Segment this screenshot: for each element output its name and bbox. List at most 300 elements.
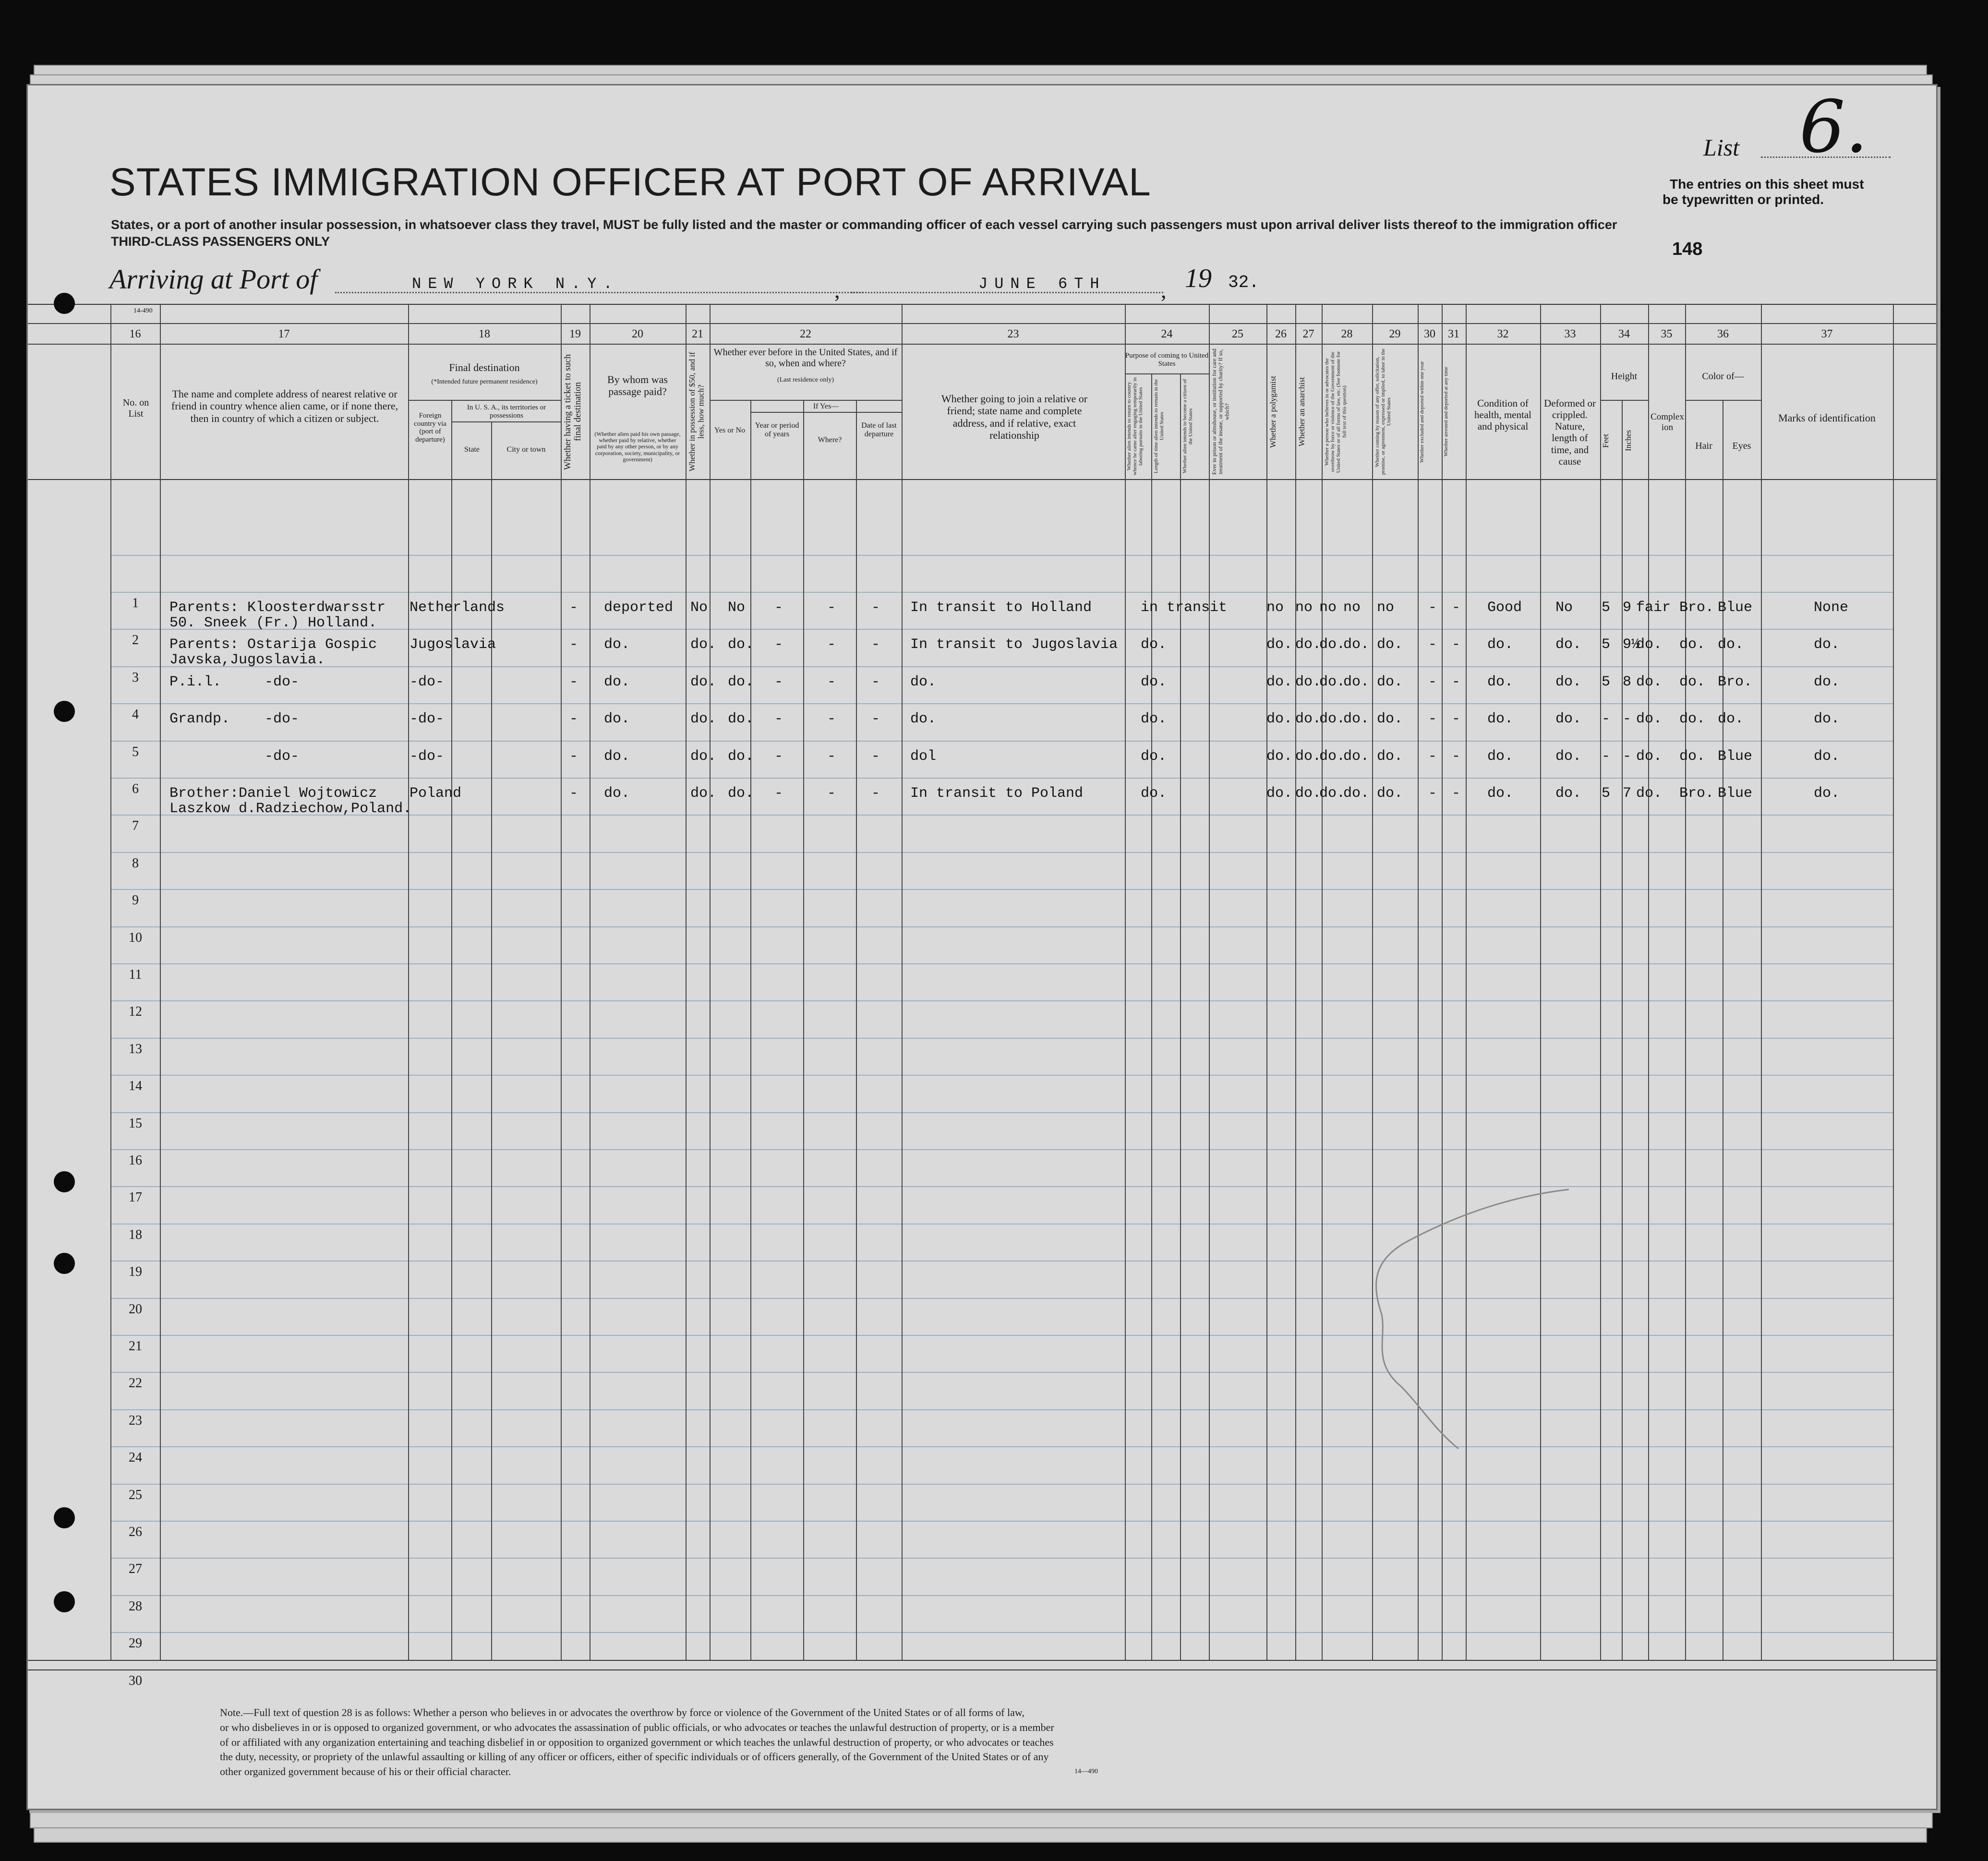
cell-health: do.	[1487, 711, 1514, 728]
col-line	[408, 304, 409, 1660]
cell-ticket: -	[569, 636, 578, 653]
row-number: 23	[129, 1413, 142, 1428]
colnum-18: 18	[479, 328, 490, 340]
cell-deformed: do.	[1555, 636, 1582, 653]
row-rule	[110, 1224, 1893, 1225]
header-final-destination-sub: (*Intended future permanent residence)	[431, 378, 538, 385]
header-anarchist: Whether an anarchist	[1297, 377, 1306, 447]
cell-anarch: do.	[1319, 636, 1346, 653]
cell-ticket: -	[569, 673, 578, 690]
row-rule	[110, 1372, 1893, 1373]
cell-foreign: Poland	[410, 785, 462, 802]
header-arrested: Whether arrested and deported at any time	[1443, 367, 1449, 457]
cell-polyg: do.	[1295, 673, 1322, 690]
cell-fifty: do.	[690, 711, 717, 728]
row-number: 24	[129, 1450, 142, 1465]
cell-complexion: fair	[1636, 600, 1671, 616]
cell-foreign: Jugoslavia	[410, 636, 496, 653]
cell-purpose: do.	[1141, 673, 1167, 690]
row-number: 19	[129, 1264, 142, 1280]
row-number: 1	[132, 596, 139, 611]
header-ever-before: Whether ever before in the United States, and if so, when and where?	[713, 347, 898, 369]
row-rule	[110, 1075, 1893, 1076]
cell-inches: 9	[1623, 600, 1632, 616]
header-last-residence: (Last residence only)	[777, 376, 834, 384]
table-bottom-border-2	[28, 1669, 1936, 1670]
cell-c28: do.	[1343, 673, 1370, 690]
row-rule	[110, 1558, 1893, 1559]
cell-purpose: do.	[1141, 636, 1167, 653]
subheader-line	[710, 400, 902, 401]
row-number: 7	[132, 818, 139, 834]
cell-ticket: -	[569, 711, 578, 728]
date-value: JUNE 6TH	[978, 275, 1106, 293]
punch-hole	[54, 1507, 75, 1528]
header-purpose: Purpose of coming to United States	[1125, 352, 1209, 368]
intro-line-1: States, or a port of another insular possession, in whatsoever class they travel, MUST be fully listed and the master or commanding officer of each vessel carrying such passengers must upon arrival deliver lists thereof to the immigration officer	[111, 217, 1617, 232]
cell-marks: do.	[1814, 636, 1840, 653]
row-number: 28	[129, 1598, 142, 1614]
colnum-33: 33	[1564, 328, 1576, 340]
cell-inches: 9½	[1623, 636, 1640, 653]
header-inches: Inches	[1624, 430, 1633, 452]
table-bottom-border	[28, 1660, 1936, 1661]
colnum-border	[28, 323, 1936, 324]
header-purpose-b: Length of time alien intends to remain in the United States	[1153, 379, 1165, 474]
col-line	[1209, 304, 1210, 1660]
row-rule	[110, 1149, 1893, 1150]
subheader-line	[750, 412, 902, 413]
row-number: 18	[129, 1227, 142, 1242]
cell-complexion: do.	[1636, 748, 1663, 765]
punch-hole	[54, 1253, 75, 1274]
header-nearest-relative: The name and complete address of nearest relative or friend in country whence alien came, or if none there, then in country of which a citizen or subject.	[171, 388, 398, 424]
cell-anarch: do.	[1319, 711, 1346, 728]
cell-anarch: do.	[1319, 748, 1346, 765]
row-rule	[110, 741, 1893, 742]
colnum-21: 21	[692, 328, 703, 340]
row-number: 22	[129, 1376, 142, 1391]
row-rule	[110, 666, 1893, 667]
cell-c31: -	[1452, 711, 1461, 728]
colnum-22: 22	[800, 328, 811, 340]
colnum-25: 25	[1232, 328, 1243, 340]
footnote-line-3: of or affiliated with any organization entertaining and teaching disbelief in or opposition to organized government or which teaches the unlawful destruction of property, or who advocates or teaches	[220, 1736, 1054, 1748]
row-rule	[110, 852, 1893, 853]
subheader-line	[408, 400, 561, 401]
cell-foreign: Netherlands	[410, 600, 505, 616]
header-polygamist: Whether a polygamist	[1268, 375, 1277, 448]
header-passage-paid-sub: (Whether alien paid his own passage, whether paid by relative, whether paid by any other person, or by any corporation, society, municipality, or government)	[594, 431, 681, 463]
colnum-17: 17	[278, 328, 290, 340]
row-number: 14	[129, 1079, 142, 1094]
cell-join: do.	[910, 711, 937, 728]
cell-marks: do.	[1814, 748, 1840, 765]
cell-inches: -	[1623, 748, 1632, 765]
col-line	[856, 400, 857, 1660]
cell-feet: -	[1602, 748, 1611, 765]
cell-prison: no	[1266, 600, 1284, 616]
col-line	[1295, 304, 1296, 1660]
cell-health: Good	[1487, 600, 1522, 616]
row-rule	[110, 703, 1893, 704]
header-hair: Hair	[1695, 441, 1712, 451]
cell-c30: -	[1428, 748, 1437, 765]
header-top-border	[28, 344, 1936, 345]
colnum-30: 30	[1424, 328, 1435, 340]
cell-relative-1: Grandp. -do-	[169, 711, 300, 728]
cell-ticket: -	[569, 785, 578, 802]
cell-c29: do.	[1377, 636, 1403, 653]
colnum-24: 24	[1161, 328, 1173, 340]
cell-c28: do.	[1343, 785, 1370, 802]
col-line	[160, 304, 161, 1660]
cell-period: -	[774, 636, 783, 653]
cell-date: -	[871, 748, 880, 765]
cell-where: -	[827, 711, 836, 728]
cell-where: -	[827, 600, 836, 616]
row-number: 13	[129, 1041, 142, 1057]
header-overthrow: Whether a person who believes in or advocates the overthrow by force or violence of the Government of the United States or of all forms of law, etc. (See footnote for full text of this question)	[1324, 351, 1348, 473]
form-code: 14-490	[133, 307, 153, 314]
cell-paid: do.	[604, 711, 630, 728]
subheader-line	[451, 421, 561, 422]
header-purpose-a: Whether alien intends to return to country whence he came after engaging temporarily in laboring pursuits in the United States	[1126, 377, 1144, 476]
header-no-on-list: No. on List	[122, 397, 149, 419]
header-in-usa: In U. S. A., its territories or possessions	[467, 404, 546, 420]
list-number: 6.	[1799, 85, 1868, 169]
footnote-line-4: the duty, necessity, or propriety of the unlawful assaulting or killing of any officer or officers, either of specific individuals or of officers generally, of the Government of the United States or of any	[220, 1751, 1049, 1763]
col-line	[110, 304, 111, 1660]
header-ticket: Whether having a ticket to such final destination	[563, 354, 583, 470]
cell-purpose: do.	[1141, 748, 1167, 765]
colnum-27: 27	[1302, 328, 1314, 340]
page-title: STATES IMMIGRATION OFFICER AT PORT OF ARRIVAL	[109, 160, 1151, 204]
cell-polyg: do.	[1295, 748, 1322, 765]
footnote-form-code: 14—490	[1074, 1768, 1098, 1775]
cell-fifty: No	[690, 600, 708, 616]
col-line	[1600, 304, 1601, 1660]
row-number: 17	[129, 1190, 142, 1205]
cell-purpose: do.	[1141, 785, 1167, 802]
cell-relative-1: Brother:Daniel Wojtowicz	[169, 785, 377, 802]
col-line	[561, 304, 562, 1660]
cell-relative-2: 50. Sneek (Fr.) Holland.	[169, 615, 377, 631]
row-number: 12	[129, 1004, 142, 1020]
cell-polyg: no	[1295, 600, 1313, 616]
col-line	[1180, 373, 1181, 1660]
header-height: Height	[1611, 371, 1638, 382]
cell-where: -	[827, 748, 836, 765]
cell-paid: deported	[604, 600, 674, 616]
cell-c28: no	[1343, 600, 1361, 616]
cell-inches: 8	[1623, 673, 1632, 690]
col-line	[902, 304, 903, 1660]
cell-eyes: Blue	[1718, 748, 1753, 765]
cell-paid: do.	[604, 785, 630, 802]
cell-c29: no	[1377, 600, 1395, 616]
colnum-36: 36	[1717, 328, 1729, 340]
col-line	[1151, 373, 1152, 1660]
row-number: 30	[129, 1673, 142, 1688]
row-rule	[110, 1298, 1893, 1299]
subheader-line	[1685, 400, 1761, 401]
cell-health: do.	[1487, 785, 1514, 802]
cell-fifty: do.	[690, 785, 717, 802]
header-city: City or town	[506, 445, 546, 454]
intro-line-2: THIRD-CLASS PASSENGERS ONLY	[111, 234, 330, 249]
cell-c30: -	[1428, 785, 1437, 802]
header-complexion: Complexion	[1651, 412, 1684, 432]
header-feet: Feet	[1601, 433, 1610, 448]
header-eyes: Eyes	[1732, 441, 1751, 451]
header-yes-no: Yes or No	[714, 426, 746, 434]
header-state: State	[464, 445, 480, 454]
cell-health: do.	[1487, 673, 1514, 690]
pencil-mark	[1343, 1180, 1583, 1492]
cell-c28: do.	[1343, 748, 1370, 765]
cell-deformed: do.	[1555, 785, 1582, 802]
row-rule	[110, 1112, 1893, 1113]
list-label: List	[1703, 134, 1740, 161]
row-number: 10	[129, 930, 142, 945]
footnote-line-5: other organized government because of his or their official character.	[220, 1765, 511, 1778]
cell-relative-1: -do-	[169, 748, 300, 765]
cell-marks: do.	[1814, 711, 1840, 728]
cell-period: -	[774, 785, 783, 802]
punch-hole	[54, 1171, 75, 1192]
col-line	[1761, 304, 1762, 1660]
row-number: 3	[132, 670, 139, 685]
cell-date: -	[871, 636, 880, 653]
cell-inches: 7	[1623, 785, 1632, 802]
colnum-29: 29	[1389, 328, 1401, 340]
header-purpose-c: Whether alien intends to become a citizen of the United States	[1182, 379, 1194, 474]
colnum-37: 37	[1821, 328, 1833, 340]
cell-c29: do.	[1377, 748, 1403, 765]
cell-c30: -	[1428, 673, 1437, 690]
cell-yesno: do.	[728, 711, 754, 728]
cell-inches: -	[1623, 711, 1632, 728]
header-health: Condition of health, mental and physical	[1474, 397, 1531, 432]
cell-join: In transit to Poland	[910, 785, 1084, 802]
col-line	[1622, 400, 1623, 1660]
col-line	[686, 304, 687, 1660]
header-color-of: Color of—	[1702, 371, 1744, 382]
row-number: 11	[129, 967, 142, 982]
col-line	[750, 400, 751, 1660]
cell-prison: do.	[1266, 711, 1293, 728]
row-number: 21	[129, 1339, 142, 1354]
header-prison: Ever in prison or almshouse, or institution for care and treatment of the insane, or supported by charity? If so, which?	[1211, 348, 1230, 475]
cell-relative-1: Parents: Kloosterdwarsstr	[169, 600, 386, 616]
row-number: 15	[129, 1116, 142, 1131]
cell-eyes: do.	[1718, 711, 1744, 728]
header-join-relative: Whether going to join a relative or friend; state name and complete address, and if relative, exact relationship	[941, 393, 1088, 441]
col-line	[1893, 304, 1894, 1660]
row-number: 25	[129, 1487, 142, 1502]
cell-fifty: do.	[690, 748, 717, 765]
cell-foreign: -do-	[410, 711, 445, 728]
cell-complexion: do.	[1636, 785, 1663, 802]
footnote-line-2: or who disbelieves in or is opposed to organized government, or who advocates the assassination of public officials, or who advocates or teaches the unlawful destruction of property, or is a member	[220, 1721, 1054, 1733]
colnum-34: 34	[1618, 328, 1630, 340]
footnote-line-1: Note.—Full text of question 28 is as follows: Whether a person who believes in or advocates the overthrow by force or violence of the Government of the United States or of all forms of law,	[220, 1706, 1024, 1718]
row-number: 27	[129, 1561, 142, 1577]
cell-polyg: do.	[1295, 711, 1322, 728]
row-number: 5	[132, 744, 139, 759]
header-foreign-country: Foreign country via (port of departure)	[414, 412, 446, 444]
cell-hair: do.	[1679, 711, 1706, 728]
col-line	[1648, 304, 1649, 1660]
row-number: 8	[132, 855, 139, 871]
cell-relative-2: Javska,Jugoslavia.	[169, 652, 325, 669]
cell-join: dol	[910, 748, 937, 765]
cell-c29: do.	[1377, 711, 1403, 728]
cell-c29: do.	[1377, 673, 1403, 690]
cell-c31: -	[1452, 600, 1461, 616]
cell-paid: do.	[604, 673, 630, 690]
header-deformed: Deformed or crippled. Nature, length of time, and cause	[1544, 397, 1596, 467]
cell-c31: -	[1452, 785, 1461, 802]
port-value: NEW YORK N.Y.	[412, 275, 619, 293]
cell-polyg: do.	[1295, 785, 1322, 802]
col-line	[710, 304, 711, 1660]
cell-hair: do.	[1679, 748, 1706, 765]
cell-deformed: do.	[1555, 711, 1582, 728]
col-line	[1266, 304, 1267, 1660]
punch-hole	[54, 1591, 75, 1612]
manifest-sheet	[26, 84, 1938, 1810]
cell-polyg: do.	[1295, 636, 1322, 653]
cell-c29: do.	[1377, 785, 1403, 802]
table-top-border	[28, 304, 1936, 305]
row-rule	[110, 592, 1893, 593]
cell-eyes: do.	[1718, 636, 1744, 653]
cell-feet: 5	[1602, 785, 1611, 802]
cell-period: -	[774, 748, 783, 765]
cell-anarch: no	[1319, 600, 1337, 616]
cell-yesno: do.	[728, 748, 754, 765]
cell-yesno: do.	[728, 673, 754, 690]
cell-health: do.	[1487, 636, 1514, 653]
row-rule	[110, 963, 1893, 964]
row-number: 20	[129, 1301, 142, 1317]
row-number: 6	[132, 781, 139, 796]
cell-eyes: Bro.	[1718, 673, 1753, 690]
cell-ticket: -	[569, 748, 578, 765]
header-marks: Marks of identification	[1778, 412, 1876, 424]
cell-period: -	[774, 600, 783, 616]
cell-anarch: do.	[1319, 673, 1346, 690]
cell-period: -	[774, 711, 783, 728]
header-if-yes: If Yes—	[813, 402, 839, 410]
cell-eyes: Blue	[1718, 785, 1753, 802]
row-rule	[110, 926, 1893, 927]
cell-join: do.	[910, 673, 937, 690]
row-rule	[110, 1521, 1893, 1522]
row-rule	[110, 1595, 1893, 1596]
cell-yesno: do.	[728, 636, 754, 653]
cell-complexion: do.	[1636, 673, 1663, 690]
footnote	[220, 1705, 1180, 1779]
year-prefix: 19	[1185, 264, 1212, 293]
cell-hair: Bro.	[1679, 600, 1714, 616]
cell-prison: do.	[1266, 748, 1293, 765]
cell-prison: do.	[1266, 636, 1293, 653]
header-final-destination: Final destination	[449, 361, 520, 373]
colnum-35: 35	[1661, 328, 1673, 340]
row-rule	[110, 1000, 1893, 1001]
row-number: 2	[132, 633, 139, 648]
cell-anarch: do.	[1319, 785, 1346, 802]
cell-feet: -	[1602, 711, 1611, 728]
cell-join: In transit to Jugoslavia	[910, 636, 1118, 653]
cell-foreign: -do-	[410, 673, 445, 690]
cell-foreign: -do-	[410, 748, 445, 765]
cell-paid: do.	[604, 636, 630, 653]
cell-date: -	[871, 600, 880, 616]
row-rule	[110, 1038, 1893, 1039]
cell-hair: do.	[1679, 673, 1706, 690]
cell-fifty: do.	[690, 636, 717, 653]
col-line	[1322, 304, 1323, 1660]
cell-eyes: Blue	[1718, 600, 1753, 616]
cell-deformed: do.	[1555, 748, 1582, 765]
header-excluded: Whether excluded and deported within one year	[1419, 361, 1425, 463]
colnum-20: 20	[632, 328, 643, 340]
subheader-line	[1600, 400, 1648, 401]
row-rule	[110, 1409, 1893, 1410]
cell-date: -	[871, 785, 880, 802]
header-passage-paid: By whom was passage paid?	[607, 373, 668, 398]
col-line	[1125, 304, 1126, 1660]
row-number: 9	[132, 893, 139, 908]
punch-hole	[54, 293, 75, 314]
cell-ticket: -	[569, 600, 578, 616]
row-rule	[110, 1335, 1893, 1336]
row-rule	[110, 555, 1893, 556]
cell-period: -	[774, 673, 783, 690]
sheet-number: 148	[1672, 239, 1703, 259]
cell-fifty: do.	[690, 673, 717, 690]
colnum-26: 26	[1275, 328, 1287, 340]
year-suffix: 32.	[1228, 273, 1259, 292]
comma-1: ,	[834, 278, 840, 302]
comma-2: ,	[1161, 278, 1167, 302]
header-labor-offer: Whether coming by reason of any offer, solicitation, promise, or agreement, expressed or implied, to labor in the United States	[1374, 348, 1392, 475]
cell-feet: 5	[1602, 600, 1611, 616]
arriving-label: Arriving at Port of	[109, 264, 318, 295]
cell-where: -	[827, 636, 836, 653]
subheader-line	[1125, 373, 1209, 374]
cell-health: do.	[1487, 748, 1514, 765]
row-number: 16	[129, 1153, 142, 1168]
cell-where: -	[827, 673, 836, 690]
cell-complexion: do.	[1636, 636, 1663, 653]
cell-c30: -	[1428, 711, 1437, 728]
colnum-32: 32	[1497, 328, 1509, 340]
cell-where: -	[827, 785, 836, 802]
cell-feet: 5	[1602, 673, 1611, 690]
cell-relative-1: Parents: Ostarija Gospic	[169, 636, 377, 653]
cell-date: -	[871, 711, 880, 728]
cell-c31: -	[1452, 673, 1461, 690]
cell-prison: do.	[1266, 785, 1293, 802]
row-rule	[110, 1186, 1893, 1187]
cell-deformed: do.	[1555, 673, 1582, 690]
row-rule	[110, 1484, 1893, 1485]
